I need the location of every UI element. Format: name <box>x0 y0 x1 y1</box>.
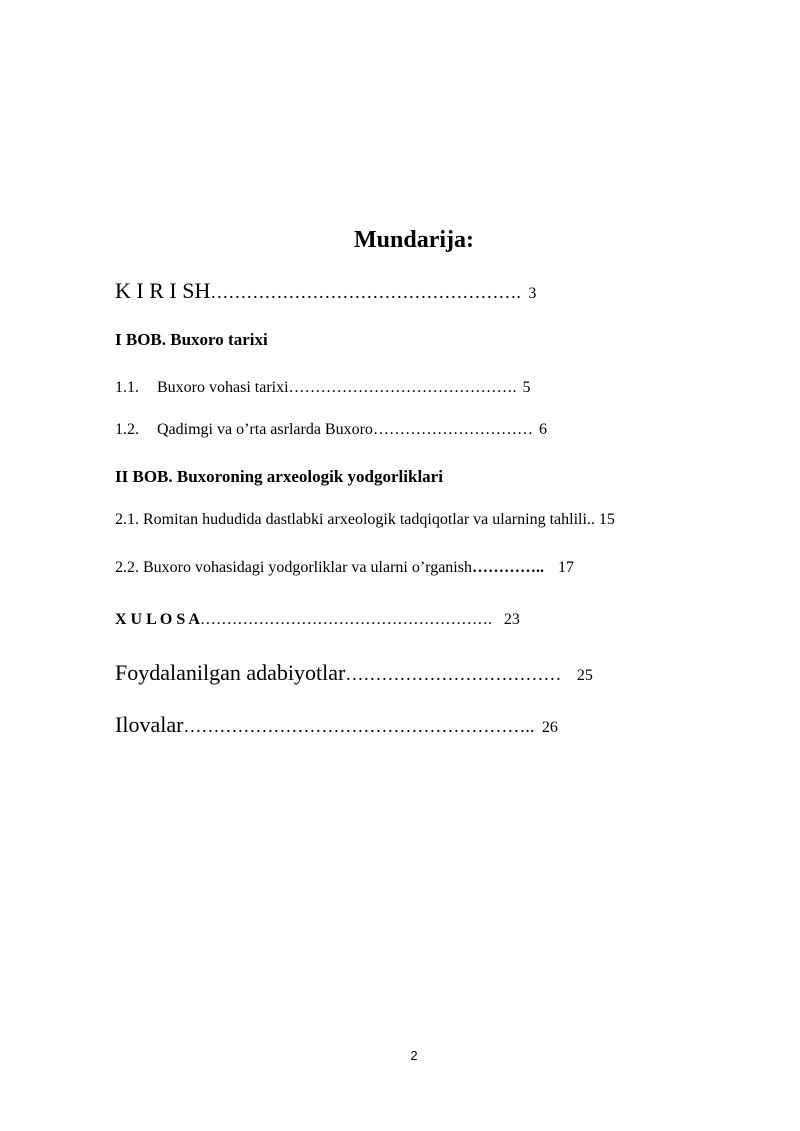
toc-entry-1-2 <box>115 421 547 439</box>
toc-entry-page: 6 <box>538 421 547 438</box>
toc-entry-label: K I R I SH <box>115 278 211 303</box>
toc-entry-label: Foydalanilgan adabiyotlar <box>115 660 346 685</box>
toc-entry-page: 17 <box>557 559 574 576</box>
toc-leader-dots: ………………………… <box>372 421 533 438</box>
toc-title: Mundarija: <box>354 227 474 253</box>
toc-leader-dots: ……………………………………. <box>288 379 517 396</box>
toc-entry-label: X U L O S A <box>115 611 200 628</box>
toc-entry-page: 3 <box>528 285 537 302</box>
toc-chapter-1: I BOB. Buxoro tarixi <box>115 330 268 349</box>
toc-entry-xulosa <box>115 611 520 629</box>
toc-entry-page: 25 <box>576 667 593 684</box>
toc-leader-dots: ………………………………………………….. <box>183 716 535 736</box>
page-number: 2 <box>410 1048 418 1063</box>
toc-entry-page: 26 <box>541 719 558 736</box>
toc-entry-page: 23 <box>503 611 520 628</box>
toc-entry-page: 5 <box>522 379 531 396</box>
toc-entry-2-2 <box>115 559 574 577</box>
toc-entry-label: Buxoro vohasi tarixi <box>157 379 289 396</box>
toc-leader-dots: ……………………………………………. <box>210 282 521 302</box>
toc-entry-number: 1.2. <box>115 421 139 438</box>
toc-entry-2-1: 2.1. Romitan hududida dastlabki arxeologik tadqiqotlar va ularning tahlili.. 15 <box>115 511 615 528</box>
toc-entry-number: 1.1. <box>115 379 139 396</box>
toc-leader-dots: ………………………………………………. <box>199 611 492 628</box>
toc-leader-dots: ………….. <box>471 559 544 576</box>
toc-entry-1-1 <box>115 379 531 397</box>
toc-leader-dots: ……………………………… <box>345 664 562 684</box>
toc-entry-label: 2.2. Buxoro vohasidagi yodgorliklar va ularni o’rganish <box>115 559 472 576</box>
toc-entry-kirish <box>115 278 536 304</box>
toc-entry-label: Ilovalar <box>115 712 184 737</box>
toc-entry-label: Qadimgi va o’rta asrlarda Buxoro <box>157 421 373 438</box>
toc-entry-ilovalar <box>115 712 558 738</box>
toc-chapter-2: II BOB. Buxoroning arxeologik yodgorliklari <box>115 467 443 486</box>
toc-entry-adabiyotlar <box>115 660 593 686</box>
